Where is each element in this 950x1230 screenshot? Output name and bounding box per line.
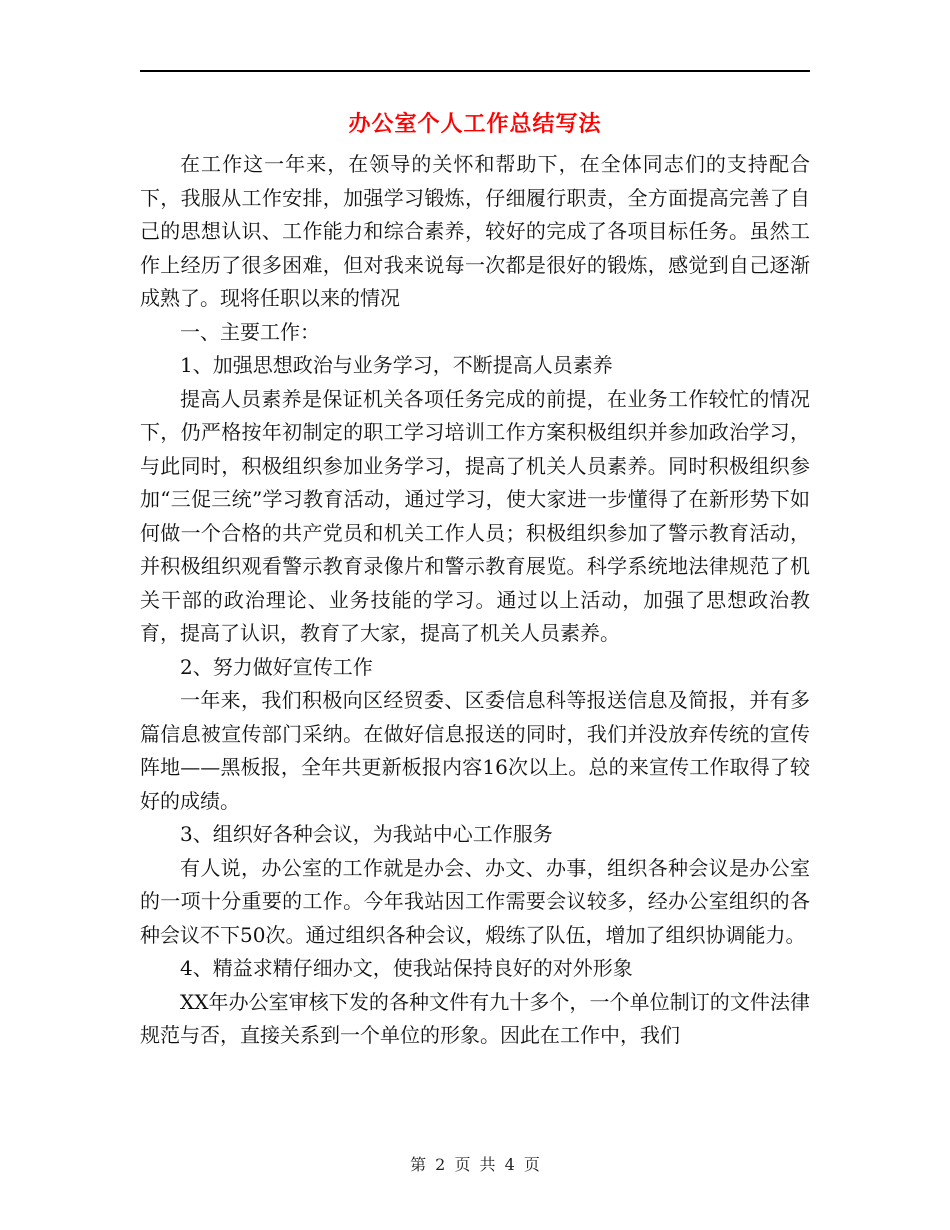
paragraph-1: 提高人员素养是保证机关各项任务完成的前提，在业务工作较忙的情况下，仍严格按年初制定的职工学习培训工作方案积极组织并参加政治学习，与此同时，积极组织参加业务学习，提高了机关人员素养。同时积极组织参加“三促三统”学习教育活动，通过学习，使大家进一步懂得了在新形势下如何做一个合格的共产党员和机关工作人员；积极组织参加了警示教育活动，并积极组织观看警示教育录像片和警示教育展览。科学系统地法律规范了机关干部的政治理论、业务技能的学习。通过以上活动，加强了思想政治教育，提高了认识，教育了大家，提高了机关人员素养。 — [140, 386, 810, 645]
subheading-4: 4、精益求精仔细办文，使我站保持良好的对外形象 — [180, 956, 633, 980]
subheading-1: 1、加强思想政治与业务学习，不断提高人员素养 — [180, 353, 613, 377]
document-title: 办公室个人工作总结写法 — [348, 112, 602, 137]
paragraph-2: 一年来，我们积极向区经贸委、区委信息科等报送信息及简报，并有多篇信息被宣传部门采纳。在做好信息报送的同时，我们并没放弃传统的宣传阵地——黑板报，全年共更新板报内容16次以上。总的来宣传工作取得了较好的成绩。 — [140, 688, 810, 813]
header-rule — [140, 70, 810, 72]
paragraph-4: XX年办公室审核下发的各种文件有九十多个，一个单位制订的文件法律规范与否，直接关系到一个单位的形象。因此在工作中，我们 — [140, 989, 810, 1047]
subheading-3: 3、组织好各种会议，为我站中心工作服务 — [180, 822, 553, 846]
paragraph-intro: 在工作这一年来，在领导的关怀和帮助下，在全体同志们的支持配合下，我服从工作安排，加强学习锻炼，仔细履行职责，全方面提高完善了自己的思想认识、工作能力和综合素养，较好的完成了各项目标任务。虽然工作上经历了很多困难，但对我来说每一次都是很好的锻炼，感觉到自己逐渐成熟了。现将任职以来的情况 — [140, 152, 810, 310]
subheading-2: 2、努力做好宣传工作 — [180, 654, 373, 679]
page-number-footer: 第 2 页 共 4 页 — [410, 1155, 540, 1174]
section-heading-main-work: 一、主要工作： — [180, 319, 320, 344]
document-body — [140, 148, 810, 1053]
paragraph-3: 有人说，办公室的工作就是办会、办文、办事，组织各种会议是办公室的一项十分重要的工作。今年我站因工作需要会议较多，经办公室组织的各种会议不下50次。通过组织各种会议，煅练了队伍，增加了组织协调能力。 — [140, 855, 810, 947]
